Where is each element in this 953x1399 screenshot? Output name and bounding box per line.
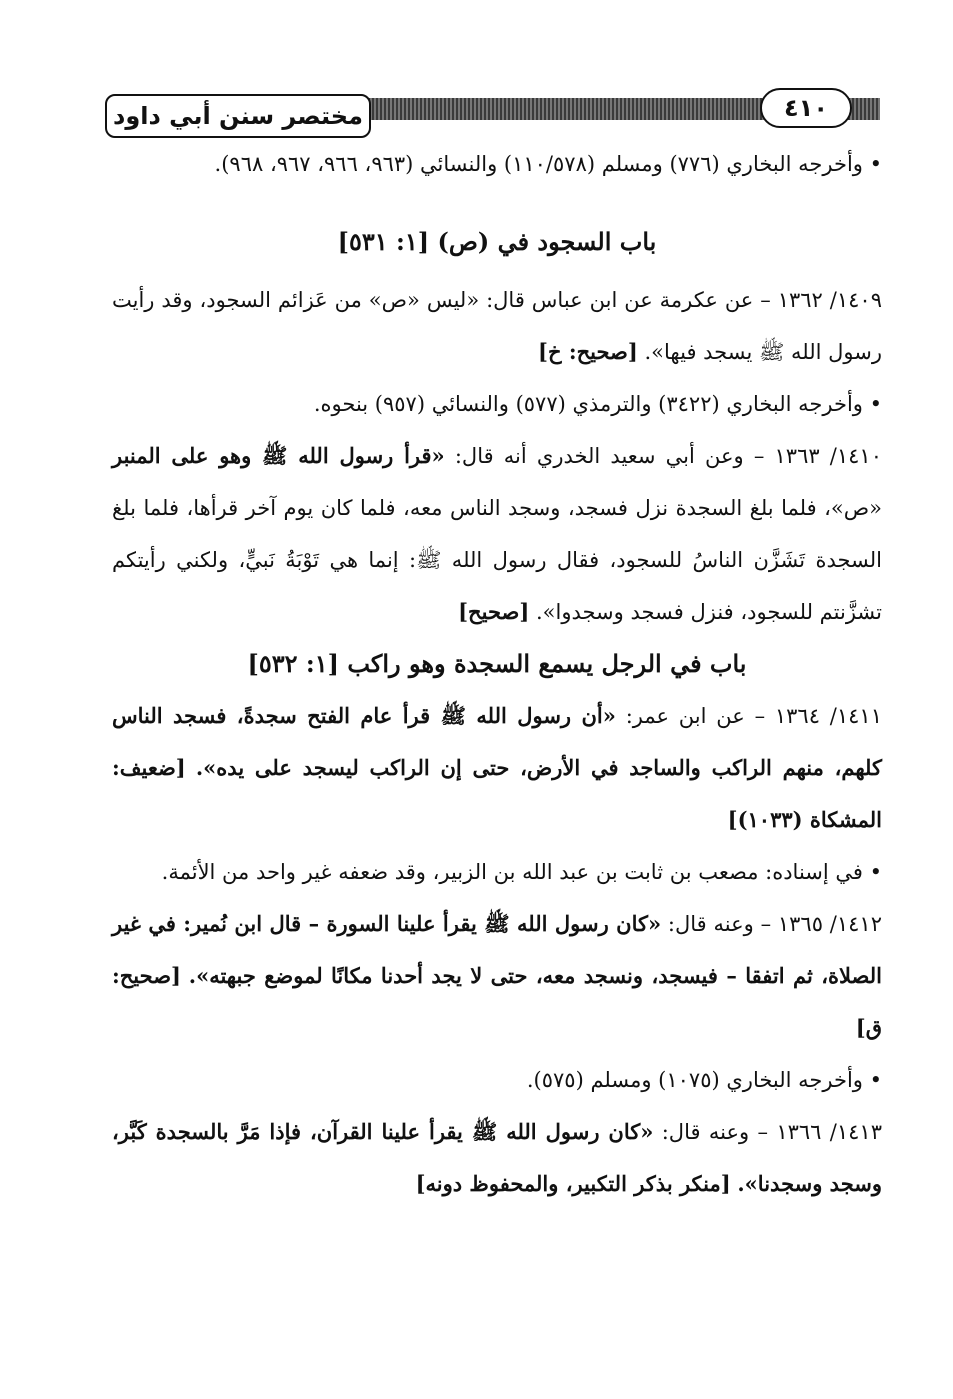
hadith-1410 [112, 430, 882, 638]
hadith-grade: [صحيح: خ] [538, 339, 638, 364]
page-number: ٤١٠ [760, 88, 852, 128]
hadith-lead: وعنه قال: [661, 1120, 750, 1144]
hadith-grade: [صحيح: ق] [112, 963, 882, 1040]
hadith-number: ١٤١٣/ ١٣٦٦ – [757, 1120, 882, 1144]
hadith-lead: وعن أبي سعيد الخدري أنه قال: [454, 444, 744, 468]
page-body [112, 138, 882, 1210]
hadith-number: ١٤١١/ ١٣٦٤ – [754, 704, 882, 728]
chapter-heading: باب السجود في (ص) [١: ٥٣١] [337, 227, 657, 256]
hadith-number: ١٤١٢/ ١٣٦٥ – [760, 912, 882, 936]
hadith-grade: [صحيح] [458, 599, 530, 624]
hadith-text: «ص»، فلما بلغ السجدة نزل فسجد، وسجد الناس معه، فلما كان يوم آخر قرأها، فلما بلغ السجدة تَشَزَّن الناسُ للسجود، فقال رسول الله ﷺ: إنما هي تَوْبَةُ نَبيٍّ، ولكني رأيتكم تشزَّنتم للسجود، فنزل فسجد وسجدوا». [112, 496, 882, 624]
hadith-grade: [منكر بذكر التكبير، والمحفوظ دونه] [415, 1171, 731, 1196]
hadith-number: ١٤٠٩/ ١٣٦٢ – [760, 288, 882, 312]
note-bullet: • في إسناده: مصعب بن ثابت بن عبد الله بن الزبير، وقد ضعفه غير واحد من الأئمة. [112, 846, 882, 898]
hadith-grade: [ضعيف: المشكاة (١٠٣٣)] [112, 755, 882, 832]
hadith-1411 [112, 690, 882, 846]
hadith-text-bold: «قرأ رسول الله ﷺ وهو على المنبر [112, 443, 445, 468]
note-bullet: • وأخرجه البخاري (٣٤٢٢) والترمذي (٥٧٧) والنسائي (٩٥٧) بنحوه. [112, 378, 882, 430]
chapter-heading: باب في الرجل يسمع السجدة وهو راكب [١: ٥٣٢] [247, 649, 747, 678]
hadith-1409 [112, 274, 882, 378]
hadith-1413 [112, 1106, 882, 1210]
hadith-text-bold: «أن رسول الله ﷺ قرأ عام الفتح سجدةً، فسجد الناس كلهم، منهم الراكب والساجد في الأرض، حتى إن الراكب ليسجد على يده». [112, 703, 882, 780]
note-bullet: • وأخرجه البخاري (٧٧٦) ومسلم (١١٠/٥٧٨) والنسائي (٩٦٣، ٩٦٦، ٩٦٧، ٩٦٨). [112, 138, 882, 190]
hadith-number: ١٤١٠/ ١٣٦٣ – [753, 444, 882, 468]
hadith-1412 [112, 898, 882, 1054]
hadith-lead: وعنه قال: [667, 912, 754, 936]
hadith-lead: عن ابن عمر: [625, 704, 745, 728]
note-bullet: • وأخرجه البخاري (١٠٧٥) ومسلم (٥٧٥). [112, 1054, 882, 1106]
hadith-text-bold: «كان رسول الله ﷺ يقرأ علينا السورة – قال ابن نُمير: في غير الصلاة، ثم اتفقا – فيسجد، ونسجد معه، حتى لا يجد أحدنا مكانًا لموضع جبهته». [112, 911, 882, 988]
book-title: مختصر سنن أبي داود [105, 94, 371, 138]
hadith-text: عن عكرمة عن ابن عباس قال: «ليس «ص» من عَزائم السجود، وقد رأيت رسول الله ﷺ يسجد فيها». [112, 288, 882, 364]
hadith-text-bold: «كان رسول الله ﷺ يقرأ علينا القرآن، فإذا مَرَّ بالسجدة كَبَّر، وسجد وسجدنا». [112, 1119, 882, 1196]
